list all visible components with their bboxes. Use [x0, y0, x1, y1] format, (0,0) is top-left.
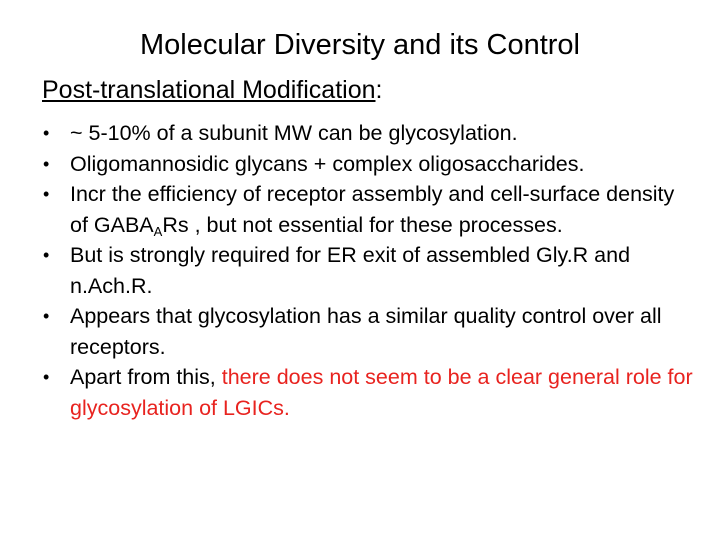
bullet-dot: •: [43, 306, 50, 326]
bullet-dot: •: [43, 184, 50, 204]
bullet-item-2: [43, 149, 693, 180]
bullet-item-3: [43, 179, 693, 240]
bullet-item-5: [43, 301, 693, 362]
slide-title: Molecular Diversity and its Control: [140, 29, 580, 61]
bullet-text-before: Incr the efficiency of receptor assembly and cell-surface density of GABA: [70, 182, 675, 237]
bullet-dot: •: [43, 367, 50, 387]
bullet-item-4: [43, 240, 693, 301]
bullet-text-after: Rs , but not essential for these processes.: [162, 212, 563, 237]
bullet-dot: •: [43, 153, 50, 174]
bullet-text: Appears that glycosylation has a similar quality control over all receptors.: [70, 304, 662, 359]
bullet-list: [43, 118, 693, 423]
bullet-text: But is strongly required for ER exit of assembled Gly.R and n.Ach.R.: [70, 243, 631, 298]
subtitle-colon: :: [375, 76, 383, 104]
bullet-text-highlight: there does not seem to be a clear general role for glycosylation of LGICs.: [70, 365, 693, 420]
bullet-dot: •: [43, 123, 50, 143]
bullet-text: ~ 5-10% of a subunit MW can be glycosylation.: [70, 121, 518, 145]
bullet-dot: •: [43, 245, 50, 265]
bullet-text: Oligomannosidic glycans + complex oligosaccharides.: [70, 151, 585, 176]
bullet-subscript: A: [153, 223, 163, 239]
bullet-item-6: [43, 362, 693, 423]
slide-subtitle: [42, 74, 382, 106]
subtitle-text: Post-translational Modification: [42, 76, 376, 104]
bullet-item-1: [43, 118, 693, 149]
bullet-text-black: Apart from this,: [70, 365, 222, 389]
